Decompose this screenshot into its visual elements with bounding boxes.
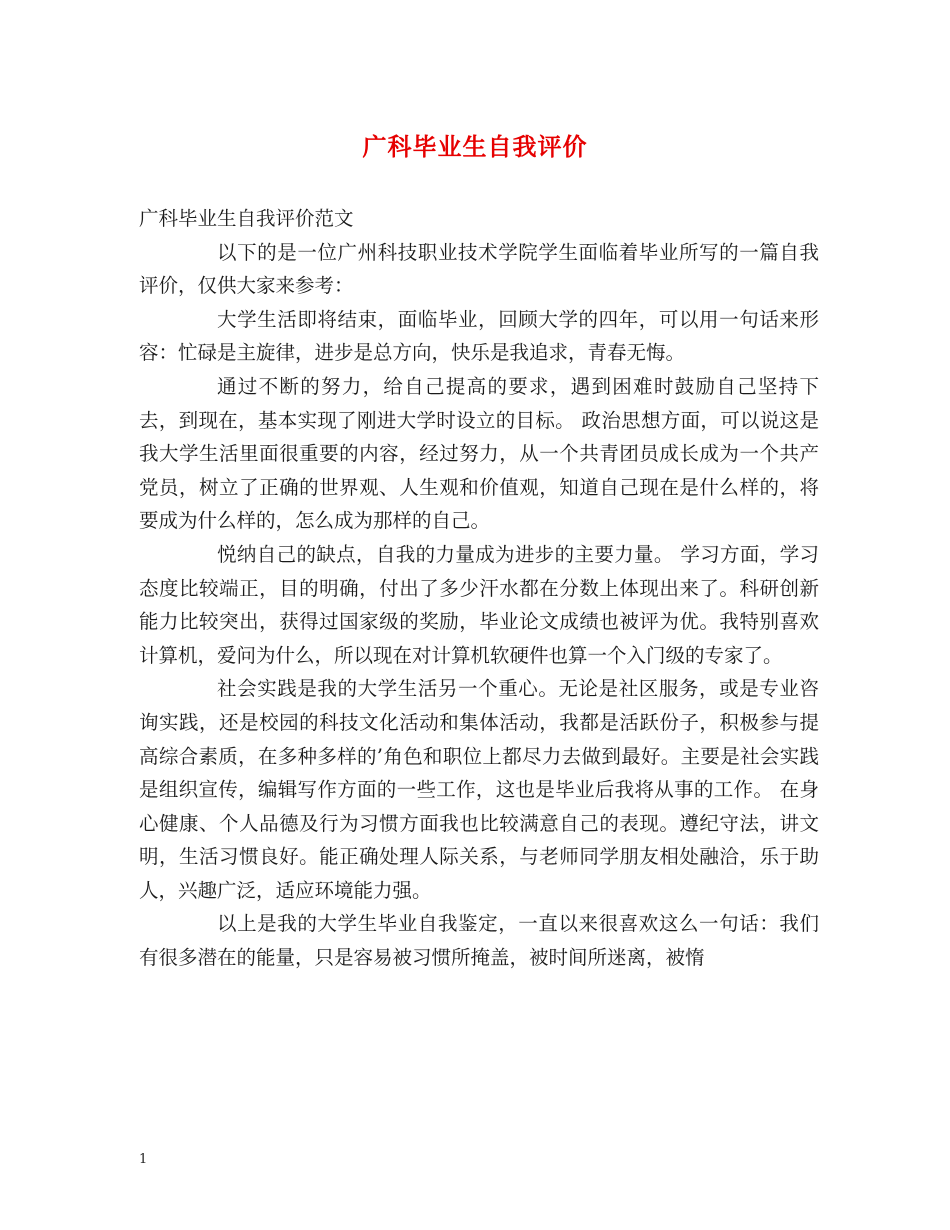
document-subtitle: 广科毕业生自我评价范文 <box>139 207 354 230</box>
document-body <box>139 202 819 975</box>
paragraph-study: 悦纳自己的缺点，自我的力量成为进步的主要力量。 学习方面，学习态度比较端正，目的明确，付出了多少汗水都在分数上体现出来了。科研创新能力比较突出，获得过国家级的奖励，毕业论文成绩也被评为优。我特别喜欢计算机，爱问为什么，所以现在对计算机软硬件也算一个入门级的专家了。 <box>139 542 819 667</box>
document-title: 广科毕业生自我评价 <box>362 132 588 161</box>
page-number: 1 <box>139 1152 148 1167</box>
paragraph-political-thought: 通过不断的努力，给自己提高的要求，遇到困难时鼓励自己坚持下去，到现在，基本实现了刚进大学时设立的目标。 政治思想方面，可以说这是我大学生活里面很重要的内容，经过努力，从一个共青团员成长成为一个共产党员，树立了正确的世界观、人生观和价值观，知道自己现在是什么样的，将要成为什么样的，怎么成为那样的自己。 <box>139 374 819 533</box>
paragraph-college-life: 大学生活即将结束，面临毕业，回顾大学的四年，可以用一句话来形容：忙碌是主旋律，进步是总方向，快乐是我追求，青春无悔。 <box>139 307 819 365</box>
paragraph-intro: 以下的是一位广州科技职业技术学院学生面临着毕业所写的一篇自我评价，仅供大家来参考： <box>139 240 819 298</box>
paragraph-conclusion: 以上是我的大学生毕业自我鉴定，一直以来很喜欢这么一句话：我们有很多潜在的能量，只是容易被习惯所掩盖，被时间所迷离，被惰 <box>139 912 819 970</box>
paragraph-social-practice: 社会实践是我的大学生活另一个重心。无论是社区服务，或是专业咨询实践，还是校园的科技文化活动和集体活动，我都是活跃份子，积极参与提高综合素质，在多种多样的’角色和职位上都尽力去做到最好。主要是社会实践是组织宣传，编辑写作方面的一些工作，这也是毕业后我将从事的工作。 在身心健康、个人品德及行为习惯方面我也比较满意自己的表现。遵纪守法，讲文明，生活习惯良好。能正确处理人际关系，与老师同学朋友相处融洽，乐于助人，兴趣广泛，适应环境能力强。 <box>139 677 819 902</box>
